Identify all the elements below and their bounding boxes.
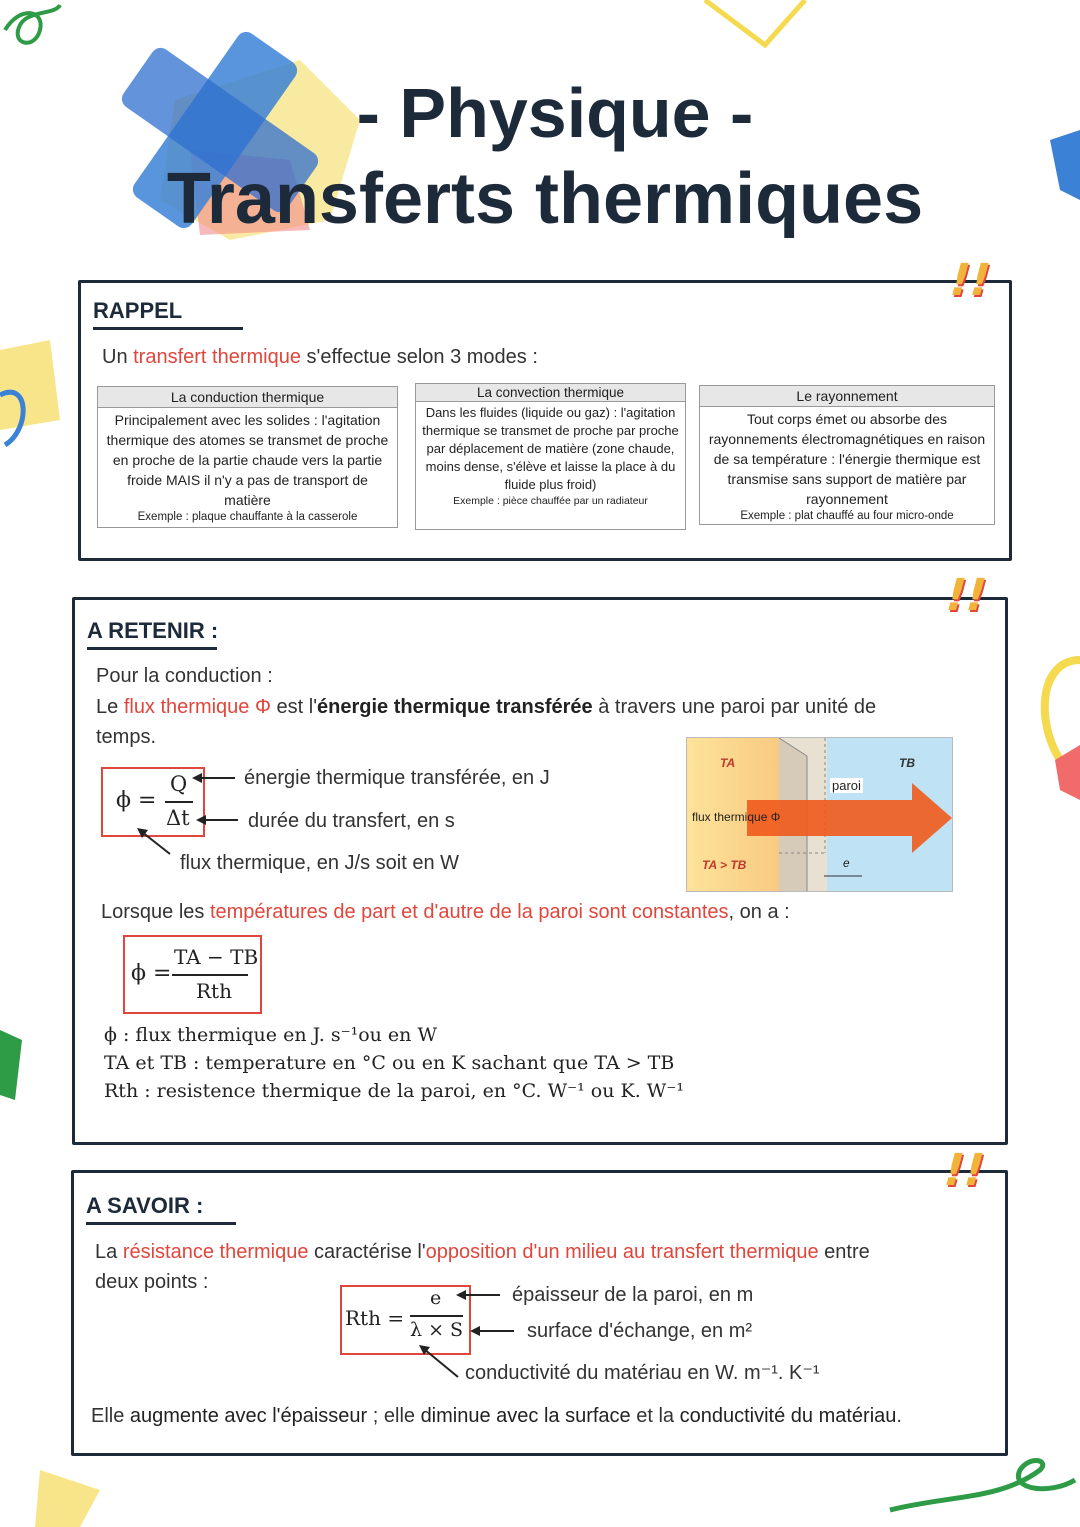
formula3-lhs: Rth =	[345, 1306, 405, 1330]
rappel-title: RAPPEL	[93, 298, 183, 323]
legend-rth: Rth : resistence thermique de la paroi, en °C. W⁻¹ ou K. W⁻¹	[104, 1080, 684, 1102]
label-surface: surface d'échange, en m²	[527, 1320, 753, 1342]
diagram-cond: TA > TB	[702, 858, 747, 872]
paroi-diagram	[686, 737, 953, 892]
formula2-num: TA − TB	[174, 945, 259, 969]
formula2-den: Rth	[196, 979, 232, 1003]
mode-convection	[415, 383, 686, 530]
diagram-e: e	[843, 856, 850, 870]
retenir-constant: Lorsque les températures de part et d'autre de la paroi sont constantes, on a :	[101, 901, 790, 923]
retenir-line1: Pour la conduction :	[96, 665, 273, 687]
conclusion-bold-2: diminue avec la surface	[420, 1405, 631, 1427]
formula2-bar	[172, 974, 248, 976]
formula2-lhs: ϕ =	[131, 961, 172, 986]
mode-description: Dans les fluides (liquide ou gaz) : l'agitation thermique se transmet de proche par proche par déplacement de matière (zone chaude, moins dense, s'élève et laisse la place à du fluide plus froid) Exemple : pièce chauffée par un radiateur	[422, 405, 679, 507]
legend-temperature: TA et TB : temperature en °C ou en K sachant que TA > TB	[104, 1052, 675, 1074]
savoir-title: A SAVOIR :	[86, 1193, 204, 1218]
decor-green-scribble	[890, 1461, 1075, 1510]
mode-description: Tout corps émet ou absorbe des rayonnements électromagnétiques en raison de sa température : l'énergie thermique est transmise sans support de matière par rayonnement Exemple : plat chauffé au four micro-onde	[700, 407, 994, 526]
mode-conduction	[97, 386, 398, 528]
retenir-underline	[87, 647, 217, 650]
page-title	[0, 70, 1080, 242]
mode-rayonnement	[699, 385, 995, 525]
mode-example: Exemple : pièce chauffée par un radiateur	[453, 495, 648, 507]
savoir-underline	[86, 1222, 236, 1225]
flux-term: flux thermique Φ	[123, 696, 271, 718]
decor-left-green	[0, 1030, 22, 1100]
formula-flux-lhs: ϕ =	[116, 788, 157, 813]
retenir-definition: Le flux thermique Φ est l'énergie thermique transférée à travers une paroi par unité de temps.	[96, 696, 877, 748]
mode-title: Le rayonnement	[700, 386, 994, 407]
conclusion-bold-3: conductivité du matériau	[679, 1405, 897, 1427]
warning-icon: !!	[939, 570, 993, 621]
label-duree: durée du transfert, en s	[248, 810, 455, 832]
label-epaisseur: épaisseur de la paroi, en m	[512, 1284, 754, 1306]
rappel-intro: Un transfert thermique s'effectue selon 3 modes :	[102, 346, 538, 368]
savoir-definition: La résistance thermique caractérise l'opposition d'un milieu au transfert thermique entre deux points :	[95, 1241, 870, 1293]
formula-flux-num: Q	[170, 772, 188, 796]
rappel-underline	[93, 327, 243, 330]
decor-swirl	[5, 5, 60, 43]
definition-bold: énergie thermique transférée	[317, 696, 593, 718]
label-flux: flux thermique, en J/s soit en W	[180, 852, 460, 874]
decor-bottom-yellow	[35, 1470, 100, 1527]
retenir-title: A RETENIR :	[87, 618, 219, 643]
resistance-term: résistance thermique	[122, 1241, 309, 1263]
formula3-den: λ × S	[410, 1319, 464, 1341]
savoir-conclusion: Elle augmente avec l'épaisseur ; elle diminue avec la surface et la conductivité du matériau.	[91, 1405, 902, 1427]
mode-example: Exemple : plat chauffé au four micro-onde	[740, 510, 954, 522]
legend-phi: ϕ : flux thermique en J. s⁻¹ou en W	[104, 1024, 437, 1046]
diagram-flux: flux thermique Φ	[692, 810, 781, 824]
label-conductivite: conductivité du matériau en W. m⁻¹. K⁻¹	[465, 1362, 820, 1384]
title-line-1: - Physique -	[356, 74, 754, 152]
warning-icon: !!	[943, 255, 997, 306]
conclusion-bold-1: augmente avec l'épaisseur	[129, 1405, 368, 1427]
decor-yellow-heart	[705, 0, 805, 45]
label-energie: énergie thermique transférée, en J	[244, 767, 550, 789]
mode-example: Exemple : plaque chauffante à la casserole	[137, 511, 358, 523]
opposition-term: opposition d'un milieu au transfert thermique	[425, 1241, 819, 1263]
decor-right-yellow-arc	[1045, 660, 1080, 760]
mode-title: La convection thermique	[416, 384, 685, 402]
decor-left-yellow	[0, 340, 60, 430]
diagram-ta: TA	[720, 756, 736, 770]
mode-title: La conduction thermique	[98, 387, 397, 408]
formula3-num: e	[430, 1287, 442, 1309]
diagram-tb: TB	[899, 756, 915, 770]
diagram-paroi: paroi	[832, 778, 861, 793]
constant-highlight: températures de part et d'autre de la paroi sont constantes	[209, 901, 729, 923]
rappel-intro-highlight: transfert thermique	[133, 346, 301, 368]
title-line-2: Transferts thermiques	[166, 159, 924, 239]
formula-flux-den: Δt	[166, 806, 190, 830]
warning-icon: !!	[937, 1145, 991, 1196]
mode-description: Principalement avec les solides : l'agitation thermique des atomes se transmet de proche en proche de la partie chaude vers la partie froide MAIS il n'y a pas de transport de matière Exemple : plaque chauffante à la casserole	[98, 408, 397, 527]
formula-flux-arrows	[130, 770, 250, 860]
